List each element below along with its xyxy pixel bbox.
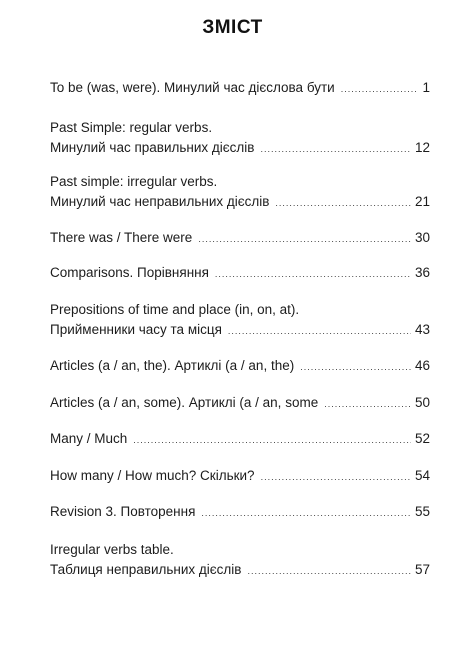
dot-leader [215,264,411,284]
toc-entry-title: Articles (a / an, the). Артиклі (a / an, the) [50,358,295,373]
toc-entry[interactable] [50,466,430,487]
toc-entry-subtitle: Прийменники часу та місця [50,322,222,337]
toc-entry-title: How many / How much? Скільки? [50,468,255,483]
dot-leader [228,321,411,341]
toc-entry-title: Revision 3. Повторення [50,504,196,519]
dot-leader [341,79,419,99]
toc-entry[interactable] [50,393,430,414]
toc-page-number: 57 [414,562,430,577]
toc-entry[interactable] [50,300,430,341]
toc-entry-title: There was / There were [50,230,193,245]
dot-leader [300,357,411,377]
dot-leader [275,193,411,213]
toc-page-number: 12 [414,140,430,155]
toc-page-number: 30 [414,230,430,245]
toc-entry[interactable] [50,172,430,213]
toc-entry-title: Past Simple: regular verbs. [50,120,213,135]
toc-page-number: 54 [414,468,430,483]
toc-entry-title: Articles (a / an, some). Артиклі (a / an, some [50,395,319,410]
toc-entry-subtitle: Минулий час неправильних дієслів [50,194,270,209]
toc-entry-subtitle: Таблиця неправильних дієслів [50,562,242,577]
toc-entry-title: Prepositions of time and place (in, on, at). [50,302,300,317]
toc-entry-title: Comparisons. Порівняння [50,265,209,280]
toc-page-number: 50 [414,395,430,410]
page-title: ЗМІСТ [202,17,263,38]
dot-leader [260,139,411,159]
toc-page-number: 21 [414,194,430,209]
toc-page-number: 55 [414,504,430,519]
toc-entry-title: Many / Much [50,431,128,446]
dot-leader [133,430,411,450]
dot-leader [261,467,411,487]
toc-entry[interactable] [50,429,430,450]
toc-entry-title: Past simple: irregular verbs. [50,174,218,189]
toc-page-number: 43 [414,322,430,337]
dot-leader [247,561,411,581]
toc-entry-title: To be (was, were). Минулий час дієслова бути [50,80,335,95]
toc-page-number: 36 [414,265,430,280]
toc-page-number: 52 [414,431,430,446]
toc-entry[interactable] [50,356,430,377]
toc-entry[interactable] [50,263,430,284]
toc-entry[interactable] [50,540,430,581]
dot-leader [198,229,411,249]
toc-entry-title: Irregular verbs table. [50,542,174,557]
toc-entry[interactable] [50,118,430,159]
toc-page-number: 1 [422,80,430,95]
dot-leader [324,394,411,414]
toc-entry[interactable] [50,228,430,249]
toc-entry[interactable] [50,78,430,99]
dot-leader [201,503,411,523]
toc-entry[interactable] [50,502,430,523]
toc-entry-subtitle: Минулий час правильних дієслів [50,140,255,155]
toc-page-number: 46 [414,358,430,373]
